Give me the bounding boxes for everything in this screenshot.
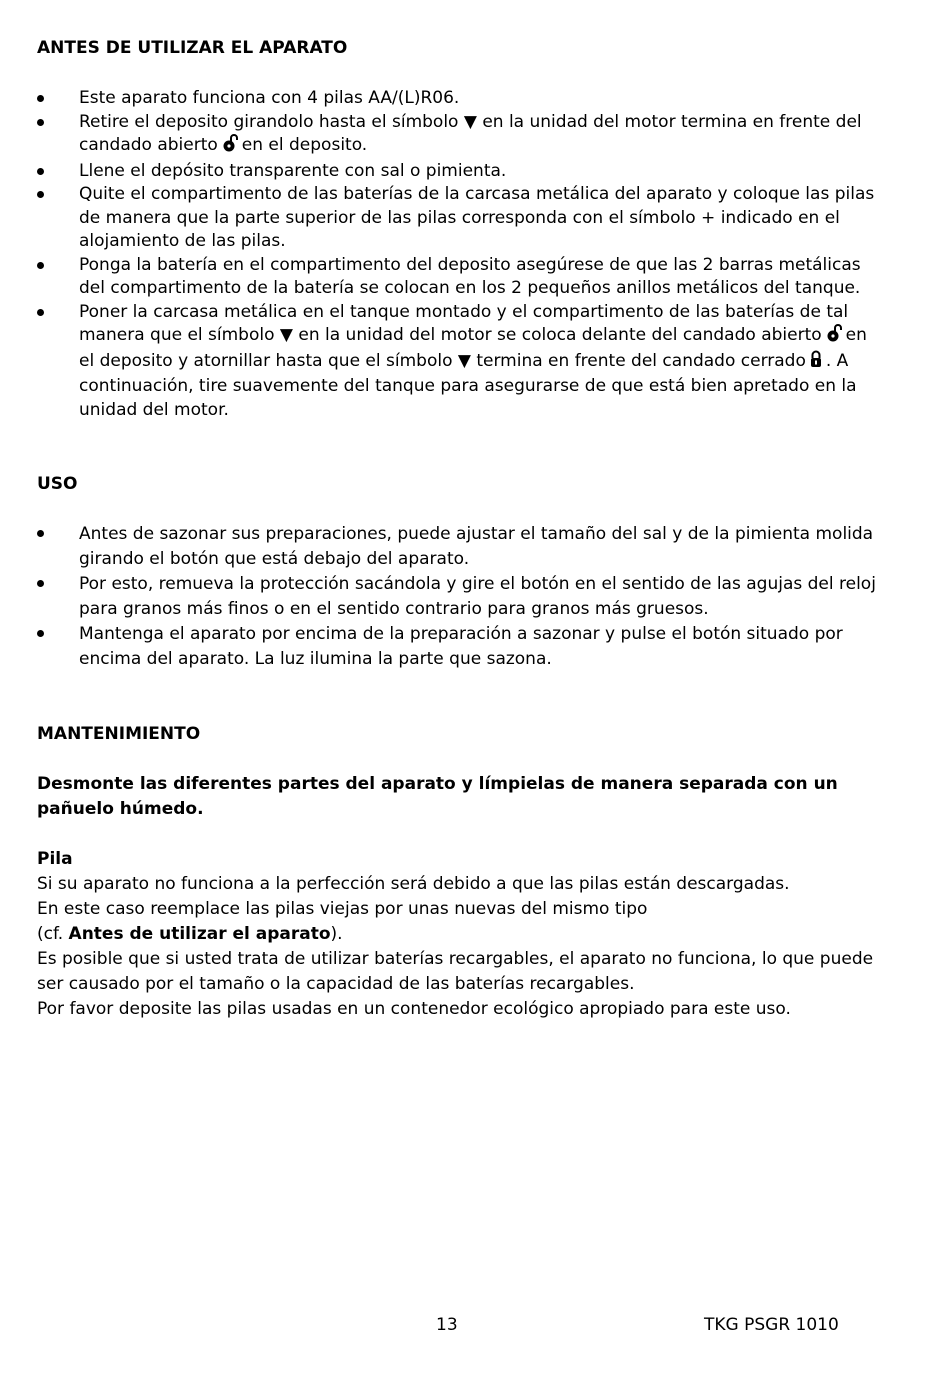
list-item: Llene el depósito transparente con sal o pimienta. [37,160,887,184]
paragraph: Por favor deposite las pilas usadas en un contenedor ecológico apropiado para este uso. [37,999,791,1019]
open-padlock-icon [222,134,238,160]
page-footer [0,1313,950,1337]
bullet-icon [37,309,44,316]
list-item: Mantenga el aparato por encima de la preparación a sazonar y pulse el botón situado por encima del aparato. La luz ilumina la parte que sazona. [37,622,887,672]
section-heading-antes: ANTES DE UTILIZAR EL APARATO [37,38,348,58]
page-number: 13 [436,1315,458,1335]
model-number: TKG PSGR 1010 [704,1315,839,1335]
paragraph: En este caso reemplace las pilas viejas por unas nuevas del mismo tipo [37,899,648,919]
open-padlock-icon [826,324,842,350]
bullet-icon [37,262,44,269]
bullet-icon [37,630,44,637]
bullet-icon [37,191,44,198]
list-item: Quite el compartimento de las baterías de la carcasa metálica del aparato y coloque las pilas de manera que la parte superior de las pilas corresponda con el símbolo + indicado en el alojamiento de las pilas. [37,183,887,254]
list-item: Por esto, remueva la protección sacándola y gire el botón en el sentido de las agujas del reloj para granos más finos o en el sentido contrario para granos más gruesos. [37,572,887,622]
bullet-icon [37,95,44,102]
paragraph: Es posible que si usted trata de utilizar baterías recargables, el aparato no funciona, lo que puede ser causado por el tamaño o la capacidad de las baterías recargables. [37,949,874,994]
antes-list [37,87,887,422]
uso-list [37,522,887,672]
bullet-icon [37,119,44,126]
list-item: Ponga la batería en el compartimento del deposito asegúrese de que las 2 barras metálicas del compartimento de la batería se colocan en los 2 pequeños anillos metálicos del tanque. [37,254,887,301]
section-heading-mantenimiento: MANTENIMIENTO [37,724,201,744]
list-item: Antes de sazonar sus preparaciones, puede ajustar el tamaño del sal y de la pimienta molida girando el botón que está debajo del aparato. [37,522,887,572]
bullet-icon [37,580,44,587]
subheading-pila: Pila [37,849,73,869]
paragraph: Si su aparato no funciona a la perfección será debido a que las pilas están descargadas. [37,874,790,894]
list-item: Este aparato funciona con 4 pilas AA/(L)R06. [37,87,887,111]
maintenance-intro: Desmonte las diferentes partes del aparato y límpielas de manera separada con un pañuelo húmedo. [37,774,838,819]
bullet-icon [37,168,44,175]
bullet-icon [37,530,44,537]
list-item: Retire el deposito girandolo hasta el símbolo ▼ en la unidad del motor termina en frente del candado abierto en el deposito. [37,111,887,160]
document-page [37,36,887,1022]
closed-padlock-icon [810,350,822,376]
cross-reference: Antes de utilizar el aparato [68,924,331,944]
paragraph-reference: (cf. Antes de utilizar el aparato). [37,924,343,944]
list-item: Poner la carcasa metálica en el tanque montado y el compartimento de las baterías de tal manera que el símbolo ▼ en la unidad del motor se coloca delante del candado abierto en el deposito y atornillar hasta que el símbolo ▼ termina en frente del candado cerrado . A continuación, tire suavemente del tanque para asegurarse de que está bien apretado en la unidad del motor. [37,301,887,423]
section-heading-uso: USO [37,474,78,494]
